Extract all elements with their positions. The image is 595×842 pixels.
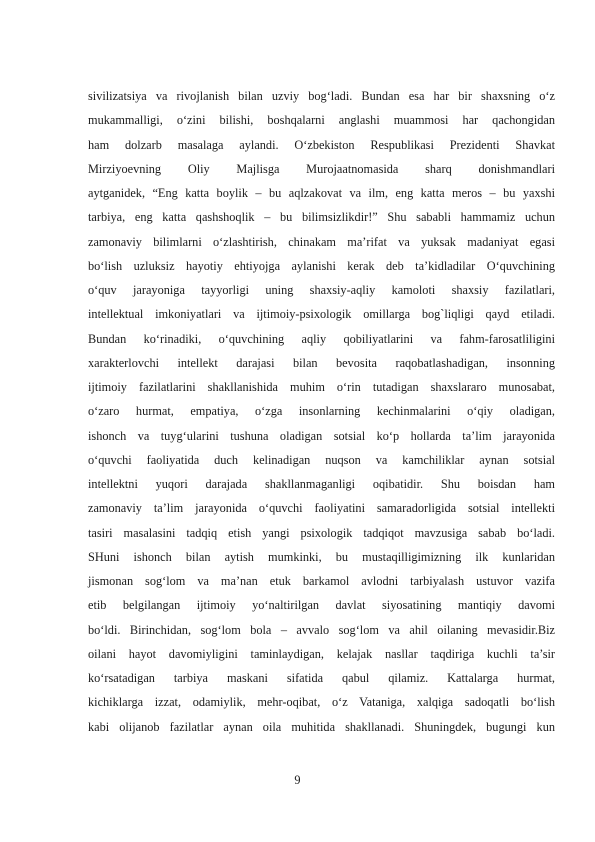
text-line: intellektni yuqori darajada shakllanmaganligi oqibatidir. Shu boisdan ham xyxy=(88,477,555,491)
text-line: bo‘ldi. Birinchidan, sog‘lom bola – avvalo sog‘lom va ahil oilaning mevasidir.Biz xyxy=(88,622,555,637)
text-line: ishonch va tuyg‘ularini tushuna oladigan sotsial ko‘p hollarda ta’lim jarayonida xyxy=(88,428,555,443)
text-line: ham dolzarb masalaga aylandi. O‘zbekiston Respublikasi Prezidenti Shavkat xyxy=(88,137,555,152)
text-line: jismonan sog‘lom va ma’nan etuk barkamol avlodni tarbiyalash ustuvor vazifa xyxy=(88,574,555,588)
text-line: zamonaviy ta’lim jarayonida o‘quvchi faoliyatini samaradorligida sotsial intellekti xyxy=(88,501,555,516)
text-line: kabi olijanob fazilatlar aynan oila muhitida shakllanadi. Shuningdek, bugungi kun xyxy=(88,719,555,734)
text-line: etib belgilangan ijtimoiy yo‘naltirilgan davlat siyosatining mantiqiy davomi xyxy=(88,598,555,613)
text-line: ijtimoiy fazilatlarini shakllanishida muhim o‘rin tutadigan shaxslararo munosabat, xyxy=(88,380,555,394)
text-line: tarbiya, eng katta qashshoqlik – bu bilimsizlikdir!” Shu sababli hammamiz uchun xyxy=(88,210,555,225)
text-line: kichiklarga izzat, odamiylik, mehr-oqibat, o‘z Vataniga, xalqiga sadoqatli bo‘lish xyxy=(88,695,555,710)
text-line: zamonaviy bilimlarni o‘zlashtirish, chinakam ma’rifat va yuksak madaniyat egasi xyxy=(88,234,555,249)
text-line: sivilizatsiya va rivojlanish bilan uzviy bog‘ladi. Bundan esa har bir shaxsning o‘z xyxy=(88,89,555,103)
text-line: xarakterlovchi intellekt darajasi bilan bevosita raqobatlashadigan, insonning xyxy=(88,355,555,370)
text-line: Mirziyoevning Oliy Majlisga Murojaatnomasida sharq donishmandlari xyxy=(88,161,555,176)
text-line: aytganidek, “Eng katta boylik – bu aqlzakovat va ilm, eng katta meros – bu yaxshi xyxy=(88,186,555,200)
text-line: ko‘rsatadigan tarbiya maskani sifatida qabul qilamiz. Kattalarga hurmat, xyxy=(88,671,555,685)
text-line: o‘zaro hurmat, empatiya, o‘zga insonlarning kechinmalarini o‘qiy oladigan, xyxy=(88,404,555,419)
text-line: oilani hayot davomiyligini taminlaydigan, kelajak nasllar taqdiriga kuchli ta’sir xyxy=(88,646,555,661)
page-number: 9 xyxy=(294,773,301,787)
body-text xyxy=(88,84,555,739)
text-line: o‘quvchi faoliyatida duch kelinadigan nuqson va kamchiliklar aynan sotsial xyxy=(88,452,555,467)
text-line: Bundan ko‘rinadiki, o‘quvchining aqliy qobiliyatlarini va fahm-farosatliligini xyxy=(88,331,555,346)
text-line: tasiri masalasini tadqiq etish yangi psixologik tadqiqot mavzusiga sabab bo‘ladi. xyxy=(88,525,555,540)
text-line: o‘quv jarayoniga tayyorligi uning shaxsiy-aqliy kamoloti shaxsiy fazilatlari, xyxy=(88,283,555,297)
text-line: mukammalligi, o‘zini bilishi, boshqalarni anglashi muammosi har qachongidan xyxy=(88,113,555,128)
text-line: intellektual imkoniyatlari va ijtimoiy-psixologik omillarga bog`liqligi qayd etiladi. xyxy=(88,307,555,322)
text-line: SHuni ishonch bilan aytish mumkinki, bu mustaqilligimizning ilk kunlaridan xyxy=(88,549,555,564)
text-line: bo‘lish uzluksiz hayotiy ehtiyojga aylanishi kerak deb ta’kidladilar O‘quvchining xyxy=(88,258,555,273)
